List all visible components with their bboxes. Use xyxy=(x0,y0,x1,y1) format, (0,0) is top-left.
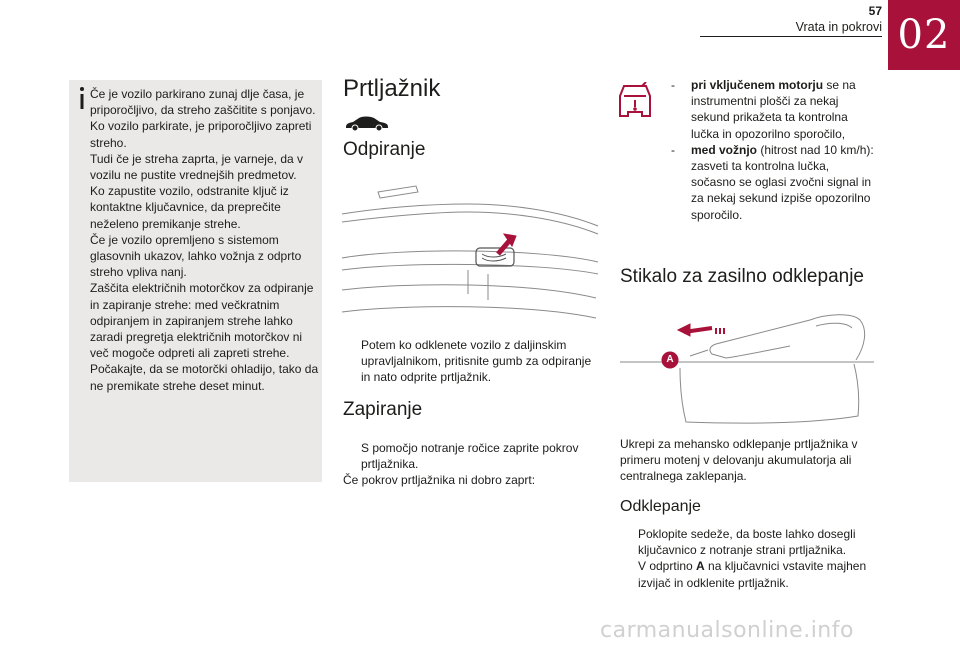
info-paragraph: Če je vozilo opremljeno s sistemom glasovnih ukazov, lahko vožnja z odprto streho vpliva nanj. xyxy=(90,232,302,280)
subsection-title-opening: Odpiranje xyxy=(343,139,426,160)
info-paragraph: Zaščita električnih motorčkov za odpiranje in zapiranje strehe: med večkratnim odpiranjem in zapiranjem strehe lahko zaradi pregretja električnih motorčkov ni več mogoče odpreti ali zapreti strehe. xyxy=(90,281,314,361)
open-trunk-warning-icon xyxy=(618,82,652,120)
list-item: Potem ko odklenete vozilo z daljinskim upravljalnikom, pritisnite gumb za odpiranje in nato odprite prtljažnik. xyxy=(343,337,598,386)
bullet-icon xyxy=(620,526,638,558)
page-number: 57 xyxy=(868,4,882,18)
info-paragraph: Ko zapustite vozilo, odstranite ključ iz kontaktne ključavnice, da preprečite neželeno premikanje strehe. xyxy=(90,184,289,231)
list-item: V odprtino A na ključavnici vstavite majhen izvijač in odklenite prtljažnik. xyxy=(620,558,878,590)
trunk-opening-illustration xyxy=(338,178,600,326)
section-title-trunk: Prtljažnik xyxy=(343,75,441,102)
list-item: - med vožnjo (hitrost nad 10 km/h): zasveti ta kontrolna lučka, sočasno se oglasi zvočni signal in za nekaj sekund izpiše opozorilno sporočilo. xyxy=(671,142,874,222)
info-paragraph: Počakajte, da se motorčki ohladijo, tako da ne premikate strehe deset minut. xyxy=(90,362,319,393)
section-title-emergency: Stikalo za zasilno odklepanje xyxy=(620,266,864,287)
car-icon xyxy=(344,114,390,132)
warning-list xyxy=(671,77,876,223)
list-item: Poklopite sedeže, da boste lahko dosegli ključavnico z notranje strani prtljažnika. xyxy=(620,526,878,558)
header-rule xyxy=(700,36,882,37)
bullet-icon xyxy=(343,337,361,386)
emergency-description: Ukrepi za mehansko odklepanje prtljažnika v primeru motenj v delovanju akumulatorja ali centralnega zaklepanja. xyxy=(620,437,858,484)
bullet-icon xyxy=(343,440,361,472)
callout-label-a: A xyxy=(666,354,674,365)
closing-note: Če pokrov prtljažnika ni dobro zaprt: xyxy=(343,473,536,488)
emergency-release-illustration xyxy=(620,306,878,428)
info-paragraph: Tudi če je streha zaprta, je varneje, da v vozilu ne pustite vrednejših predmetov. xyxy=(90,151,303,183)
watermark: carmanualsonline.info xyxy=(600,618,854,643)
subsection-title-closing: Zapiranje xyxy=(343,399,423,420)
list-item: - pri vključenem motorju se na instrumentni plošči za nekaj sekund prikažeta ta kontrolna lučka in opozorilno sporočilo, xyxy=(671,78,856,141)
header-title: Vrata in pokrovi xyxy=(795,20,882,34)
info-paragraph: Če je vozilo parkirano zunaj dlje časa, je priporočljivo, da streho zaščitite s ponjavo. xyxy=(90,87,316,118)
info-paragraph: Ko vozilo parkirate, je priporočljivo zapreti streho. xyxy=(90,119,312,150)
info-icon xyxy=(76,86,88,110)
chapter-number: 02 xyxy=(897,12,951,58)
info-text xyxy=(90,86,322,394)
subsection-title-unlocking: Odklepanje xyxy=(620,498,701,515)
list-item: S pomočjo notranje ročice zaprite pokrov prtljažnika. xyxy=(343,440,598,472)
bullet-icon xyxy=(620,558,638,590)
opening-instructions xyxy=(343,337,598,386)
unlocking-instructions xyxy=(620,526,878,591)
closing-instructions xyxy=(343,440,598,489)
